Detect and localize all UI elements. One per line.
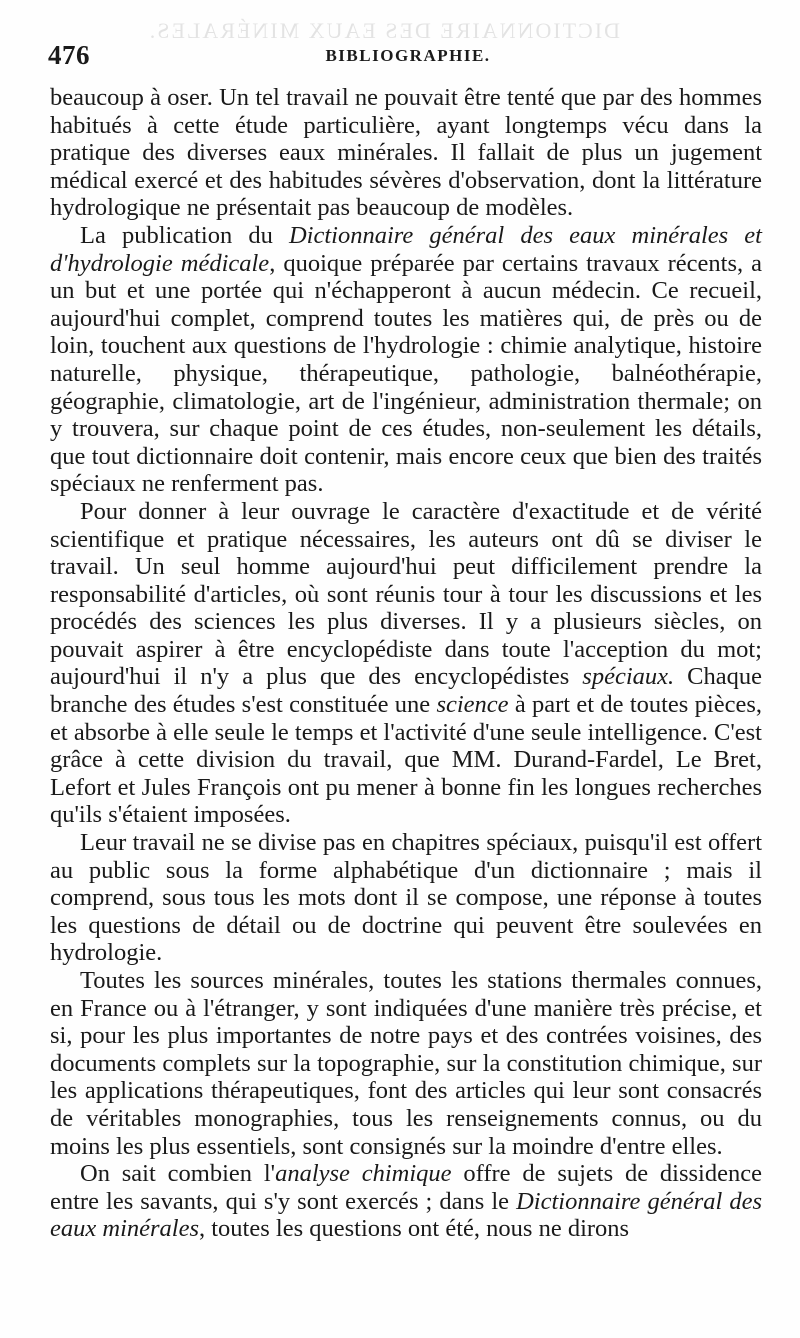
- show-through-text: DICTIONNAIRE DES EAUX MINÉRALES.: [147, 18, 620, 43]
- text-run: On sait combien l': [80, 1160, 276, 1188]
- paragraph-1: [50, 84, 762, 222]
- text-run: beaucoup à oser. Un tel travail ne pouvait être tenté que par des hommes habitués à cette étude particulière, ayant longtemps vécu dans la pratique des diverses eaux minérales. Il fallait de plus un jugement médical exercé et des habitudes sévères d'observation, dont la littérature hydrologique ne présentait pas beaucoup de modèles.: [50, 84, 762, 222]
- text-run: offre de sujets de dissidence entre les savants, qui s'y sont exercés ; dans le: [50, 1160, 762, 1215]
- running-head: [48, 40, 768, 74]
- text-run: La publication du: [80, 221, 289, 249]
- italic-text-run: analyse chimique: [275, 1160, 452, 1188]
- text-run: Chaque branche des études s'est constituée une: [50, 663, 763, 719]
- text-run: Pour donner à leur ouvrage le caractère d'exactitude et de vérité scientifique et pratique nécessaires, les auteurs ont dû se diviser le travail. Un seul homme aujourd'hui peut difficilement prendre la responsabilité d'articles, où sont réunis tour à tour les discussions et les procédés des sciences les plus diverses. Il y a plusieurs siècles, on pouvait aspirer à être encyclopédiste dans toute l'acception du mot; aujourd'hui il n'y a plus que des encyclopédistes: [50, 497, 762, 691]
- paragraph-5: [50, 967, 762, 1160]
- italic-text-run: spéciaux.: [582, 663, 675, 691]
- text-run: Leur travail ne se divise pas en chapitres spéciaux, puisqu'il est offert au public sous la forme alphabétique d'un dictionnaire ; mais il comprend, sous tous les mots dont il se compose, une réponse à toutes les questions de détail ou de doctrine qui peuvent être soulevées en hydrologie.: [50, 829, 762, 967]
- text-run: à part et de toutes pièces, et absorbe à elle seule le temps et l'activité d'une seule intelligence. C'est grâce à cette division du travail, que MM. Durand-Fardel, Le Bret, Lefort et Jules François ont pu mener à bonne fin les longues recherches qu'ils s'étaient imposées.: [50, 691, 762, 829]
- page-number: 476: [48, 40, 90, 70]
- text-run: , quoique préparée par certains travaux récents, a un but et une portée qui n'échapperont à aucun médecin. Ce recueil, aujourd'hui complet, comprend toutes les matières qui, de près ou de loin, touchent aux questions de l'hydrologie : chimie analytique, histoire naturelle, physique, thérapeutique, pathologie, balnéothérapie, géographie, climatologie, art de l'ingénieur, administration thermale; on y trouvera, sur chaque point de ces études, non-seulement les détails, que tout dictionnaire doit contenir, mais encore ceux que bien des traités spéciaux ne renferment pas.: [50, 249, 762, 498]
- text-run: , toutes les questions ont été, nous ne dirons: [199, 1215, 630, 1243]
- body-text: [50, 84, 762, 1243]
- italic-text-run: Dictionnaire général des eaux minérales: [50, 1187, 762, 1243]
- paragraph-3: [50, 498, 762, 829]
- text-run: Toutes les sources minérales, toutes les stations thermales connues, en France ou à l'étranger, y sont indiquées d'une manière très précise, et si, pour les plus importantes de notre pays et des contrées voisines, des documents complets sur la topographie, sur la constitution chimique, sur les applications thérapeutiques, font des articles qui leur sont consacrés de véritables monographies, tous les renseignements connus, ou du moins les plus essentiels, sont consignés sur la moindre d'entre elles.: [50, 967, 762, 1160]
- italic-text-run: Dictionnaire général des eaux minérales et d'hydrologie médicale: [50, 221, 762, 277]
- paragraph-6: [50, 1160, 762, 1243]
- italic-text-run: science: [436, 691, 509, 719]
- running-title: BIBLIOGRAPHIE.: [325, 46, 491, 65]
- paragraph-2: [50, 222, 762, 498]
- paragraph-4: [50, 829, 762, 967]
